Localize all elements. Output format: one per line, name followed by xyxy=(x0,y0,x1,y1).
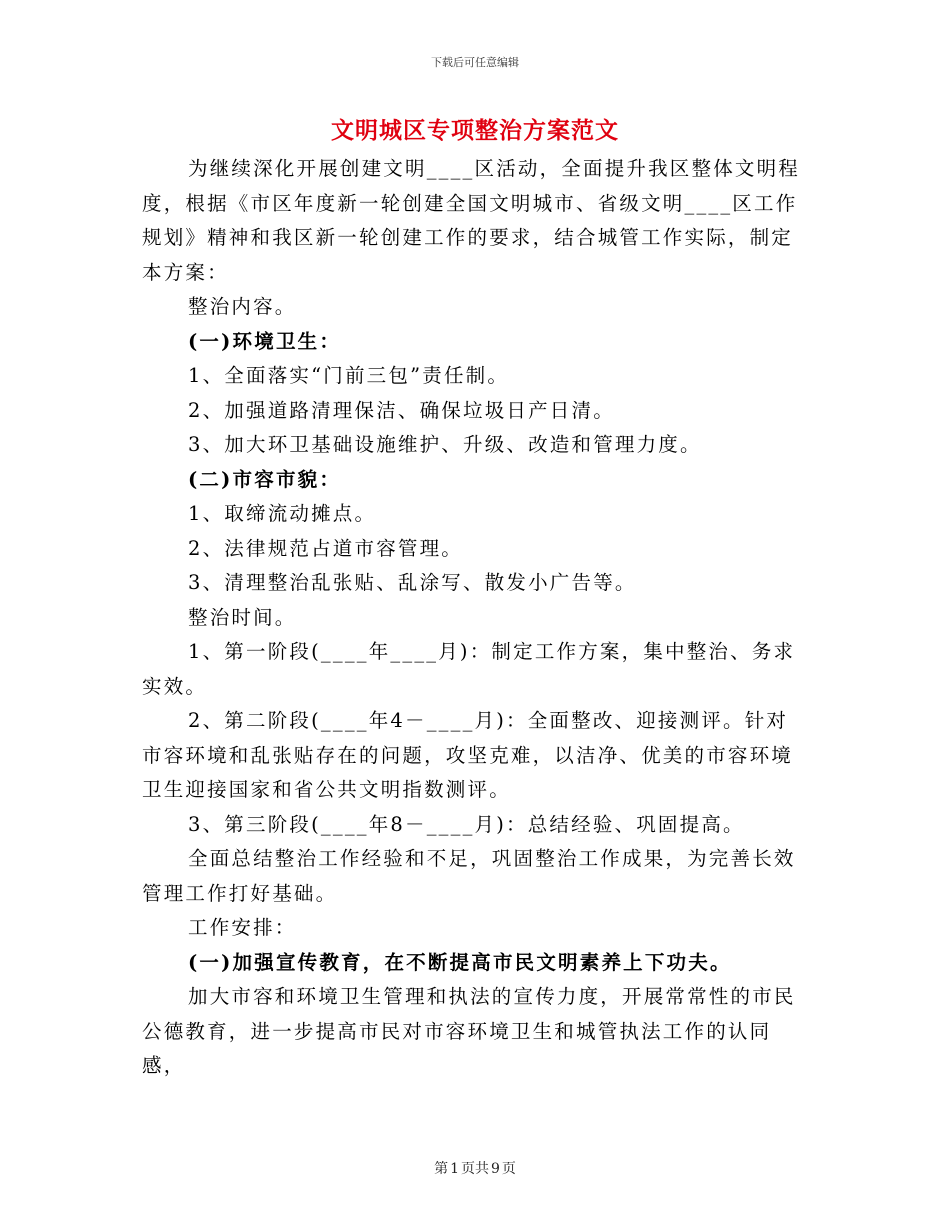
document-body xyxy=(142,152,802,1084)
footer-suffix: 页 xyxy=(501,1161,516,1177)
list-item: 2、加强道路清理保洁、确保垃圾日产日清。 xyxy=(188,398,615,422)
footer-page-number: 1 xyxy=(450,1161,459,1177)
footer-total-pages: 9 xyxy=(491,1161,500,1177)
list-item: 3、清理整治乱张贴、乱涂写、散发小广告等。 xyxy=(188,571,637,594)
section-heading: 整治时间。 xyxy=(188,605,297,629)
document-title: 文明城区专项整治方案范文 xyxy=(331,117,619,144)
paragraph: 加大市容和环境卫生管理和执法的宣传力度，开展常常性的市民公德教育，进一步提高市民对市容环境卫生和城管执法工作的认同感， xyxy=(142,985,796,1077)
footer-prefix: 第 xyxy=(434,1161,449,1177)
list-item: 1、第一阶段(____年____月)：制定工作方案，集中整治、务求实效。 xyxy=(142,640,796,698)
paragraph: 为继续深化开展创建文明____区活动，全面提升我区整体文明程度，根据《市区年度新一轮创建全国文明城市、省级文明____区工作规划》精神和我区新一轮创建工作的要求，结合城管工作实际，制定本方案： xyxy=(142,157,801,284)
footer-middle: 页共 xyxy=(461,1161,489,1177)
list-item: 3、加大环卫基础设施维护、升级、改造和管理力度。 xyxy=(188,433,702,456)
list-item: 1、全面落实“门前三包”责任制。 xyxy=(188,364,510,387)
list-item: 2、第二阶段(____年4－____月)：全面整改、迎接测评。针对市容环境和乱张贴存在的问题，攻坚克难，以洁净、优美的市容环境卫生迎接国家和省公共文明指数测评。 xyxy=(142,709,794,801)
subsection-heading: (一)环境卫生： xyxy=(188,329,342,353)
subsection-heading: (一)加强宣传教育，在不断提高市民文明素养上下功夫。 xyxy=(188,950,732,974)
page-footer xyxy=(0,1158,950,1178)
subsection-heading: (二)市容市貌： xyxy=(188,467,342,491)
header-note: 下载后可任意编辑 xyxy=(431,56,519,69)
list-item: 1、取缔流动摊点。 xyxy=(188,502,377,525)
list-item: 3、第三阶段(____年8－____月)：总结经验、巩固提高。 xyxy=(188,812,745,836)
section-heading: 工作安排： xyxy=(188,916,297,939)
section-heading: 整治内容。 xyxy=(188,295,297,318)
list-item: 2、法律规范占道市容管理。 xyxy=(188,536,464,560)
paragraph: 全面总结整治工作经验和不足，巩固整治工作成果，为完善长效管理工作打好基础。 xyxy=(142,847,796,905)
